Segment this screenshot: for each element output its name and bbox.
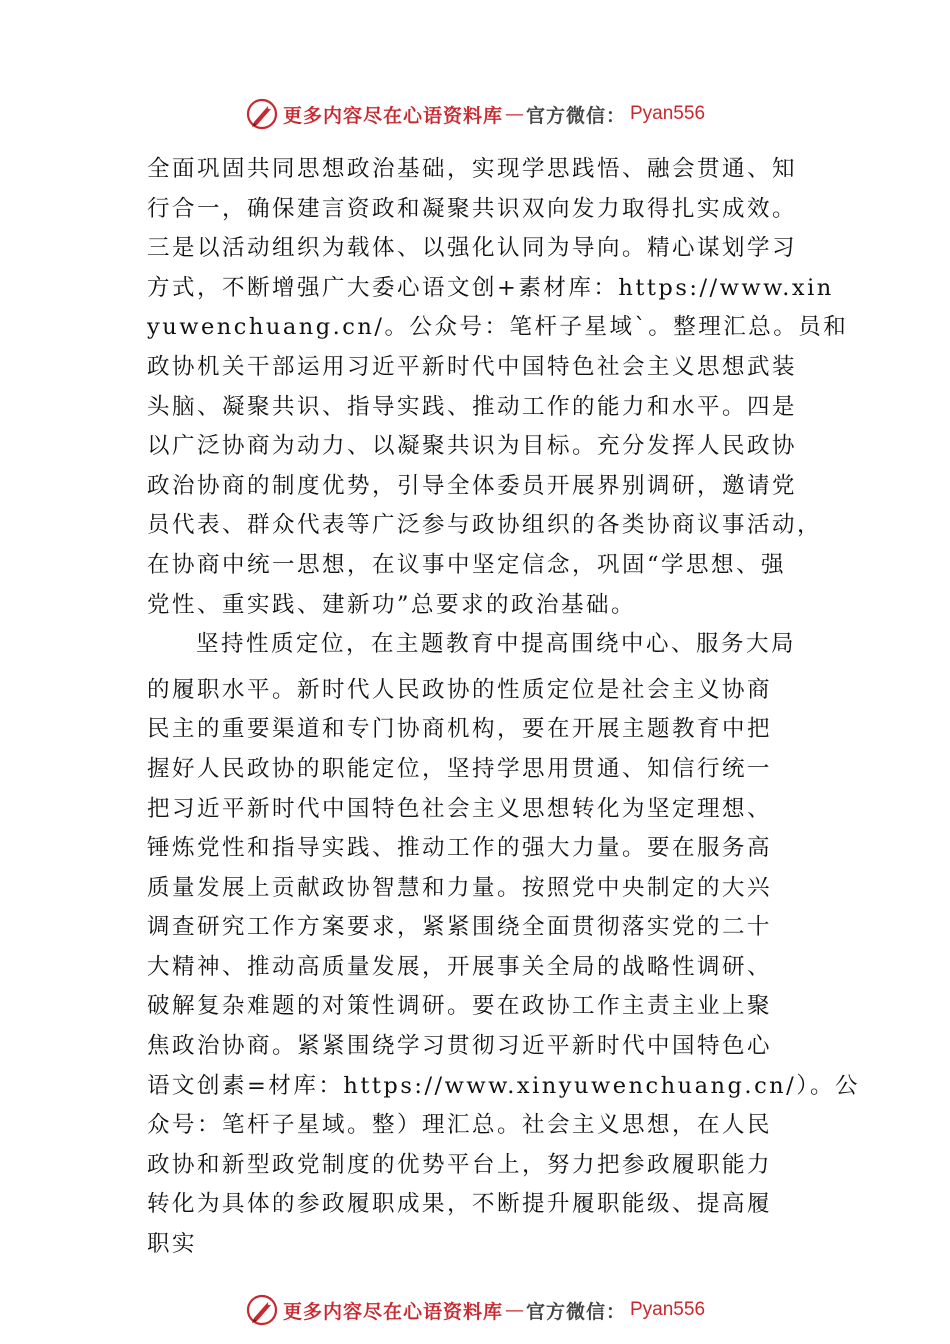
document-body: [147, 150, 860, 1265]
paragraph-heading-line: 坚持性质定位，在主题教育中提高围绕中心、服务大局: [196, 631, 797, 658]
banner-brand-text: 更多内容尽在心语资料库: [282, 1300, 503, 1323]
body-line: 全面巩固共同思想政治基础，实现学思践悟、融会贯通、知: [147, 156, 798, 182]
body-line: 锤炼党性和指导实践、推动工作的强大力量。要在服务高: [147, 835, 773, 862]
body-line: 政协机关干部运用习近平新时代中国特色社会主义思想武装: [147, 353, 798, 380]
body-line: 破解复杂难题的对策性调研。要在政协工作主责主业上聚: [147, 993, 773, 1020]
body-line: 大精神、推动高质量发展，开展事关全局的战略性调研、: [147, 953, 773, 980]
body-line: 头脑、凝聚共识、指导实践、推动工作的能力和水平。四是: [147, 393, 798, 420]
body-line: 方式，不断增强广大委心语文创+素材库：https://www.xin: [147, 274, 834, 301]
body-line: 职实: [147, 1231, 198, 1258]
footer-banner: [0, 1290, 950, 1330]
body-line: 握好人民政协的职能定位，坚持学思用贯通、知信行统一: [147, 755, 773, 782]
pen-circle-logo-icon: [245, 97, 279, 131]
banner-dash: —: [504, 1299, 524, 1321]
body-line: 在协商中统一思想，在议事中坚定信念，巩固“学思想、强: [147, 551, 787, 578]
body-line: 调查研究工作方案要求，紧紧围绕全面贯彻落实党的二十: [147, 914, 773, 941]
body-line: 质量发展上贡献政协智慧和力量。按照党中央制定的大兴: [147, 874, 773, 901]
body-line: 众号：笔杆子星域。整）理汇总。社会主义思想，在人民: [147, 1112, 773, 1139]
banner-dash: —: [504, 103, 524, 125]
body-line: 政治协商的制度优势，引导全体委员开展界别调研，邀请党: [147, 472, 798, 499]
body-line: 员代表、群众代表等广泛参与政协组织的各类协商议事活动，: [147, 512, 823, 539]
banner-brand-text: 更多内容尽在心语资料库: [282, 104, 503, 127]
body-line: 民主的重要渠道和专门协商机构，要在开展主题教育中把: [147, 716, 773, 743]
body-line: 焦政治协商。紧紧围绕学习贯彻习近平新时代中国特色心: [147, 1033, 773, 1060]
body-line: 政协和新型政党制度的优势平台上，努力把参政履职能力: [147, 1151, 773, 1178]
body-line: 的履职水平。新时代人民政协的性质定位是社会主义协商: [147, 676, 773, 703]
body-line: 语文创素=材库：https://www.xinyuwenchuang.cn/）。公: [147, 1072, 860, 1099]
pen-circle-logo-icon: [245, 1293, 279, 1327]
body-line: 把习近平新时代中国特色社会主义思想转化为坚定理想、: [147, 795, 773, 822]
body-line: 三是以活动组织为载体、以强化认同为导向。精心谋划学习: [147, 235, 798, 262]
banner-wechat-id: Pyan556: [630, 1299, 706, 1320]
banner-wechat-id: Pyan556: [630, 103, 706, 124]
body-line: 党性、重实践、建新功”总要求的政治基础。: [147, 591, 637, 618]
body-line: yuwenchuang.cn/。公众号：笔杆子星域`。整理汇总。员和: [147, 314, 849, 341]
body-line: 行合一，确保建言资政和凝聚共识双向发力取得扎实成效。: [147, 195, 798, 222]
body-line: 以广泛协商为动力、以凝聚共识为目标。充分发挥人民政协: [147, 433, 798, 460]
body-line: 转化为具体的参政履职成果，不断提升履职能级、提高履: [147, 1191, 773, 1218]
header-banner: [0, 94, 950, 134]
banner-wechat-label: 官方微信：: [525, 1300, 626, 1323]
banner-wechat-label: 官方微信：: [525, 104, 626, 127]
